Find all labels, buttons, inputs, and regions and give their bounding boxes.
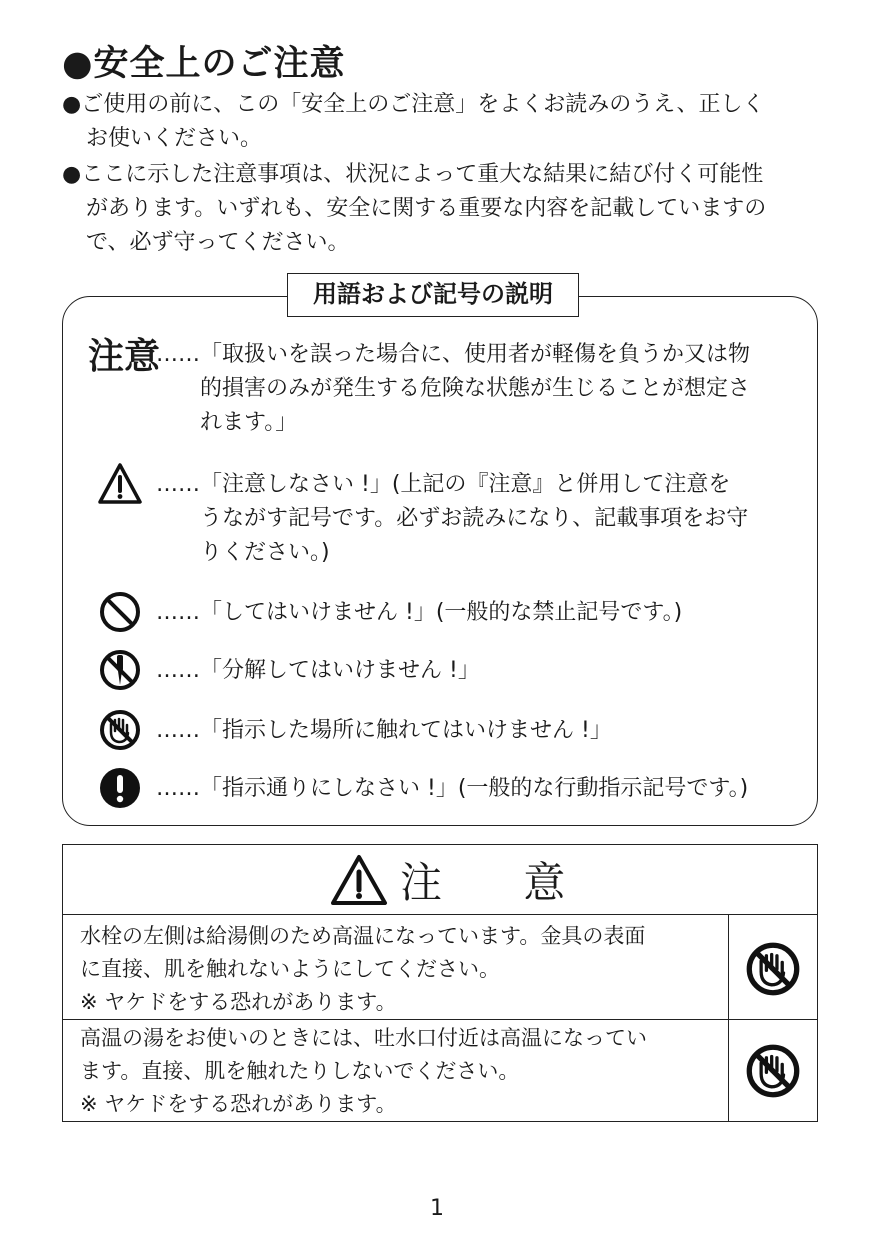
- no-touch-description: ……「指示した場所に触れてはいけません !」: [156, 718, 612, 743]
- intro-2-line-3: で、必ず守ってください。: [86, 230, 350, 255]
- warning-row-2-text: [80, 1022, 647, 1121]
- page-title: ●安全上のご注意: [62, 44, 346, 84]
- warning-row-1-text: [80, 920, 645, 1019]
- intro-1-line-2: お使いください。: [86, 126, 263, 151]
- intro-paragraph-1: [62, 88, 765, 156]
- alert-description: [156, 468, 748, 570]
- warning-header-divider: [62, 914, 818, 915]
- warning-heading-text: 注 意: [400, 858, 600, 907]
- no-touch-icon: [98, 708, 142, 752]
- page-number: 1: [430, 1196, 444, 1221]
- warning-column-divider: [728, 914, 729, 1122]
- alert-line-1: ……「注意しなさい !」(上記の『注意』と併用して注意を: [156, 472, 731, 497]
- intro-2-line-2: があります。いずれも、安全に関する重要な内容を記載していますの: [86, 196, 767, 221]
- no-disassemble-icon: [98, 648, 142, 692]
- warning-heading: [330, 848, 599, 912]
- caution-word: 注意: [88, 336, 161, 377]
- prohibit-icon: [98, 590, 142, 634]
- caution-line-3: れます。」: [200, 410, 298, 435]
- caution-description: [156, 338, 750, 440]
- alert-triangle-icon: [98, 462, 142, 506]
- alert-line-2: うながす記号です。必ずお読みになり、記載事項をお守: [200, 506, 749, 531]
- no-touch-icon: [744, 940, 802, 998]
- mandatory-icon: [98, 766, 142, 810]
- caution-line-2: 的損害のみが発生する危険な状態が生じることが想定さ: [200, 376, 751, 401]
- warning-row-1-line-1: 水栓の左側は給湯側のため高温になっています。金具の表面: [80, 924, 646, 948]
- mandatory-description: ……「指示通りにしなさい !」(一般的な行動指示記号です。): [156, 776, 749, 801]
- warning-row-2-line-1: 高温の湯をお使いのときには、吐水口付近は高温になってい: [80, 1026, 647, 1050]
- intro-2-line-1: ●ここに示した注意事項は、状況によって重大な結果に結び付く可能性: [62, 162, 764, 187]
- intro-1-line-1: ●ご使用の前に、この「安全上のご注意」をよくお読みのうえ、正しく: [62, 92, 765, 117]
- warning-row-2-line-2: ます。直接、肌を触れたりしないでください。: [80, 1059, 520, 1083]
- no-touch-icon: [744, 1042, 802, 1100]
- prohibit-description: ……「してはいけません !」(一般的な禁止記号です。): [156, 600, 683, 625]
- terms-title: 用語および記号の説明: [287, 273, 579, 317]
- warning-row-divider: [62, 1019, 818, 1020]
- warning-row-1-line-2: に直接、肌を触れないようにしてください。: [80, 957, 500, 981]
- caution-line-1: ……「取扱いを誤った場合に、使用者が軽傷を負うか又は物: [156, 342, 751, 367]
- alert-triangle-icon: [330, 854, 388, 906]
- warning-row-1-line-3: ※ ヤケドをする恐れがあります。: [80, 990, 397, 1014]
- intro-paragraph-2: [62, 158, 766, 260]
- alert-line-3: りください。): [200, 540, 330, 565]
- no-disassemble-description: ……「分解してはいけません !」: [156, 658, 480, 683]
- warning-row-2-line-3: ※ ヤケドをする恐れがあります。: [80, 1092, 397, 1116]
